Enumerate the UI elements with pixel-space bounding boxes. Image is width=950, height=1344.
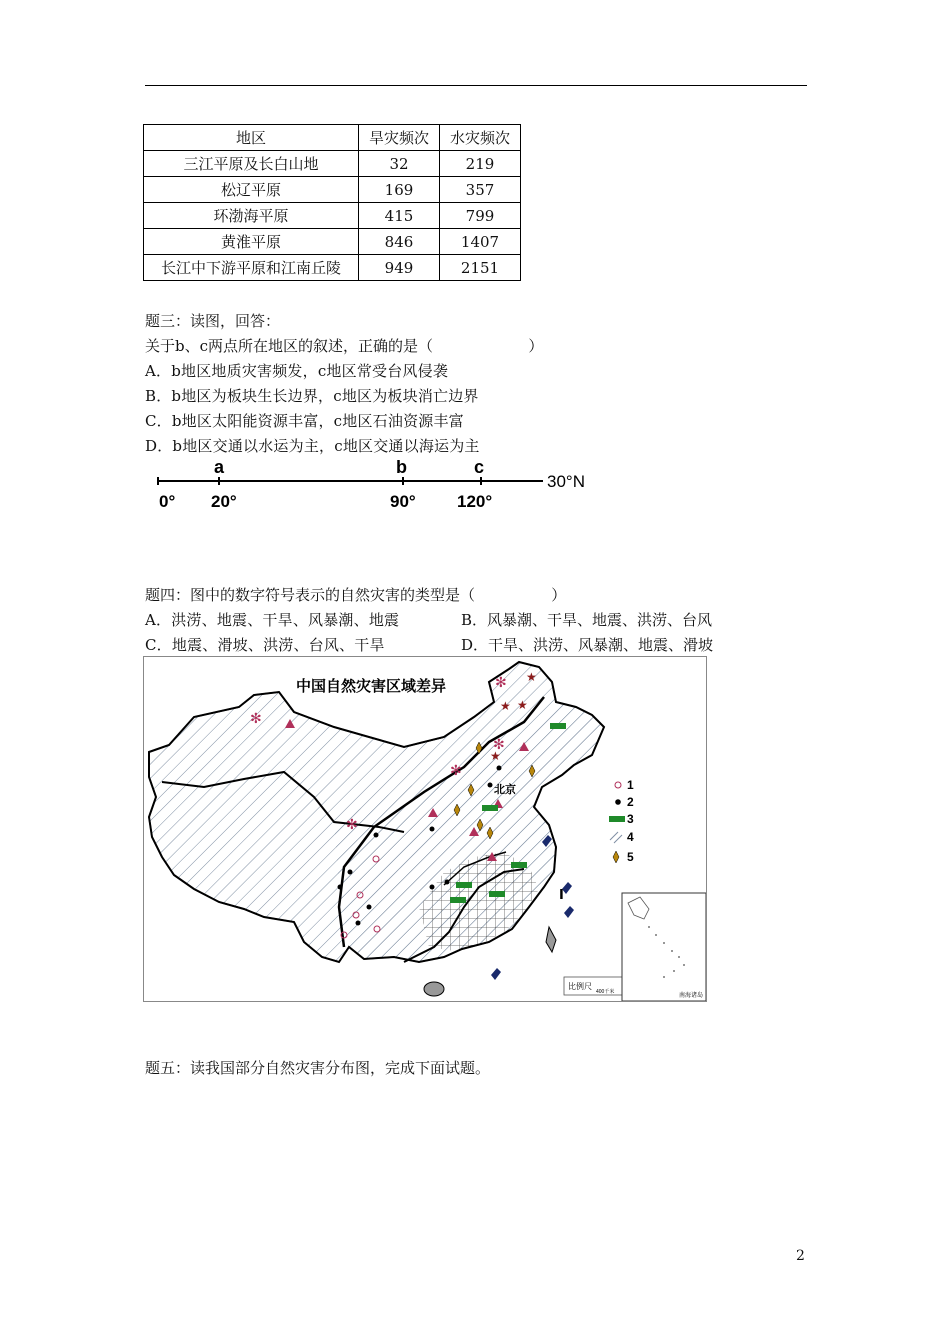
hainan-island: [424, 982, 444, 996]
legend-5: 5: [627, 850, 634, 864]
table-header-row: [144, 125, 521, 151]
map-legend: [609, 778, 634, 864]
cell-flood: 357: [440, 177, 521, 203]
south-china-sea-inset: [622, 893, 706, 1001]
table-row: [144, 203, 521, 229]
svg-text:✻: ✻: [450, 763, 462, 779]
tick-label-0: 0°: [159, 492, 176, 511]
q4-option-b: B．风暴潮、干旱、地震、洪涝、台风: [461, 611, 713, 629]
map-title: 中国自然灾害区域差异: [296, 678, 447, 695]
q4-option-a: A．洪涝、地震、干旱、风暴潮、地震: [145, 611, 400, 629]
beijing-marker: [488, 783, 493, 788]
cell-region: 环渤海平原: [144, 203, 359, 229]
svg-text:✻: ✻: [346, 817, 358, 833]
cell-drought: 415: [359, 203, 440, 229]
svg-text:★: ★: [500, 699, 511, 713]
longitude-line-figure: [145, 460, 615, 516]
taiwan-island: [546, 927, 556, 952]
page-number: 2: [796, 1248, 805, 1264]
latitude-label: 30°N: [547, 472, 585, 491]
cell-region: 长江中下游平原和江南丘陵: [144, 255, 359, 281]
q4-option-c: C．地震、滑坡、洪涝、台风、干旱: [145, 636, 385, 654]
header-rule: [145, 85, 807, 86]
header-flood: 水灾频次: [440, 125, 521, 151]
table-row: [144, 255, 521, 281]
q3-option-b: B．b地区为板块生长边界，c地区为板块消亡边界: [145, 387, 479, 405]
svg-text:★: ★: [526, 670, 537, 684]
svg-text:★: ★: [490, 749, 501, 763]
legend-2: 2: [627, 795, 634, 809]
inset-label: 南海诸岛: [679, 993, 704, 999]
cell-drought: 949: [359, 255, 440, 281]
china-disaster-map: [143, 656, 707, 1002]
q4-option-d: D．干旱、洪涝、风暴潮、地震、滑坡: [461, 636, 714, 654]
city-beijing-label: 北京: [494, 784, 516, 796]
point-c-label: c: [474, 460, 485, 477]
table-row: [144, 177, 521, 203]
point-b-label: b: [396, 460, 407, 477]
legend-4: 4: [627, 830, 634, 844]
legend-3: 3: [627, 812, 634, 826]
header-region: 地区: [144, 125, 359, 151]
table-row: [144, 151, 521, 177]
scale-label: 比例尺: [568, 982, 592, 991]
point-a-label: a: [214, 460, 225, 477]
legend-1: 1: [627, 778, 634, 792]
cell-region: 三江平原及长白山地: [144, 151, 359, 177]
cell-flood: 799: [440, 203, 521, 229]
cell-flood: 1407: [440, 229, 521, 255]
header-drought: 旱灾频次: [359, 125, 440, 151]
tick-label-90: 90°: [390, 492, 416, 511]
marker-i: I: [559, 888, 564, 903]
cell-drought: 169: [359, 177, 440, 203]
cell-region: 黄淮平原: [144, 229, 359, 255]
svg-text:★: ★: [517, 698, 528, 712]
map-drawing: [144, 657, 706, 1001]
q5-stem: 题五：读我国部分自然灾害分布图，完成下面试题。: [145, 1059, 491, 1077]
svg-text:✻: ✻: [493, 737, 505, 753]
svg-text:✻: ✻: [250, 711, 262, 727]
cell-flood: 2151: [440, 255, 521, 281]
cell-drought: 32: [359, 151, 440, 177]
tick-label-120: 120°: [457, 492, 493, 511]
scale-value: 400千米: [596, 989, 615, 995]
cell-flood: 219: [440, 151, 521, 177]
q3-option-d: D．b地区交通以水运为主，c地区交通以海运为主: [145, 437, 480, 455]
q3-option-a: A．b地区地质灾害频发，c地区常受台风侵袭: [145, 362, 449, 380]
disaster-frequency-table: [143, 124, 521, 281]
cell-region: 松辽平原: [144, 177, 359, 203]
q3-stem: 关于b、c两点所在地区的叙述，正确的是（ ）: [145, 337, 544, 355]
q4-stem: 题四：图中的数字符号表示的自然灾害的类型是（ ）: [145, 586, 567, 604]
svg-text:✻: ✻: [495, 675, 507, 691]
tick-label-20: 20°: [211, 492, 237, 511]
table-row: [144, 229, 521, 255]
q3-option-c: C．b地区太阳能资源丰富，c地区石油资源丰富: [145, 412, 464, 430]
cell-drought: 846: [359, 229, 440, 255]
q3-title: 题三：读图，回答：: [145, 312, 281, 330]
